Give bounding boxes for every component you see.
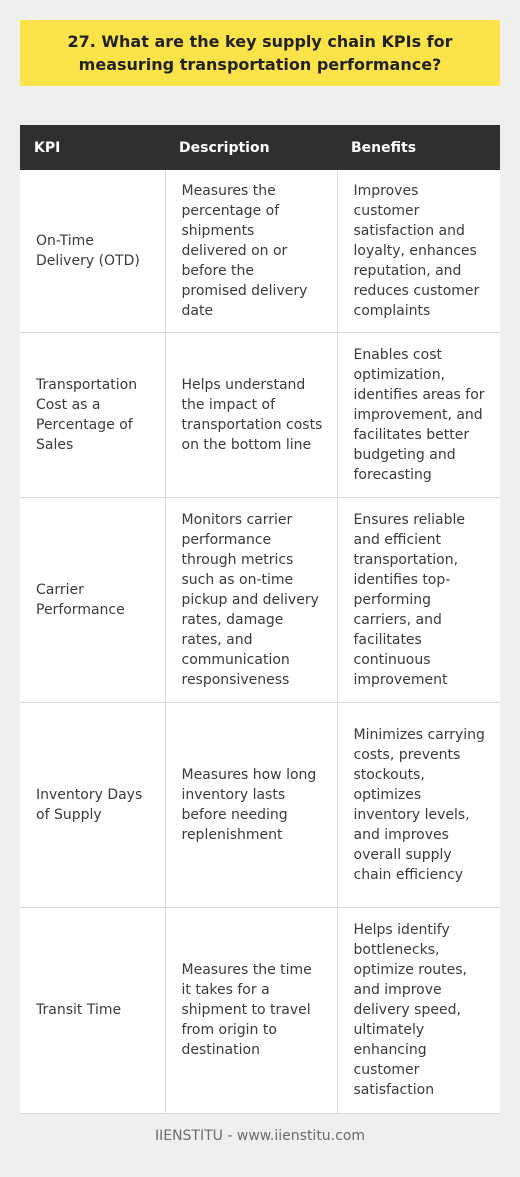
kpi-cell: Inventory Days of Supply <box>20 702 165 907</box>
kpi-cell: Carrier Performance <box>20 497 165 702</box>
header-description: Description <box>165 125 337 170</box>
description-cell: Measures how long inventory lasts before needing replenishment <box>165 702 337 907</box>
header-kpi: KPI <box>20 125 165 170</box>
table-row <box>20 170 500 332</box>
kpi-cell: Transit Time <box>20 907 165 1113</box>
description-cell: Measures the percentage of shipments delivered on or before the promised delivery date <box>165 170 337 332</box>
benefits-cell: Ensures reliable and efficient transportation, identifies top-performing carriers, and facilitates continuous improvement <box>337 497 500 702</box>
benefits-cell: Enables cost optimization, identifies areas for improvement, and facilitates better budgeting and forecasting <box>337 332 500 497</box>
benefits-cell: Helps identify bottlenecks, optimize routes, and improve delivery speed, ultimately enhancing customer satisfaction <box>337 907 500 1113</box>
table-row <box>20 332 500 497</box>
footer-credit: IIENSTITU - www.iienstitu.com <box>154 1128 366 1144</box>
table-row <box>20 497 500 702</box>
kpi-cell: Transportation Cost as a Percentage of Sales <box>20 332 165 497</box>
description-cell: Monitors carrier performance through metrics such as on-time pickup and delivery rates, damage rates, and communication responsiveness <box>165 497 337 702</box>
title-banner <box>20 20 500 86</box>
benefits-cell: Minimizes carrying costs, prevents stockouts, optimizes inventory levels, and improves overall supply chain efficiency <box>337 702 500 907</box>
description-cell: Measures the time it takes for a shipment to travel from origin to destination <box>165 907 337 1113</box>
page-title: 27. What are the key supply chain KPIs for measuring transportation performance? <box>67 32 453 74</box>
table-header-row <box>20 125 500 170</box>
kpi-cell: On-Time Delivery (OTD) <box>20 170 165 332</box>
benefits-cell: Improves customer satisfaction and loyalty, enhances reputation, and reduces customer complaints <box>337 170 500 332</box>
table-row <box>20 702 500 907</box>
header-benefits: Benefits <box>337 125 500 170</box>
table-row <box>20 907 500 1113</box>
description-cell: Helps understand the impact of transportation costs on the bottom line <box>165 332 337 497</box>
kpi-table <box>20 125 500 1114</box>
